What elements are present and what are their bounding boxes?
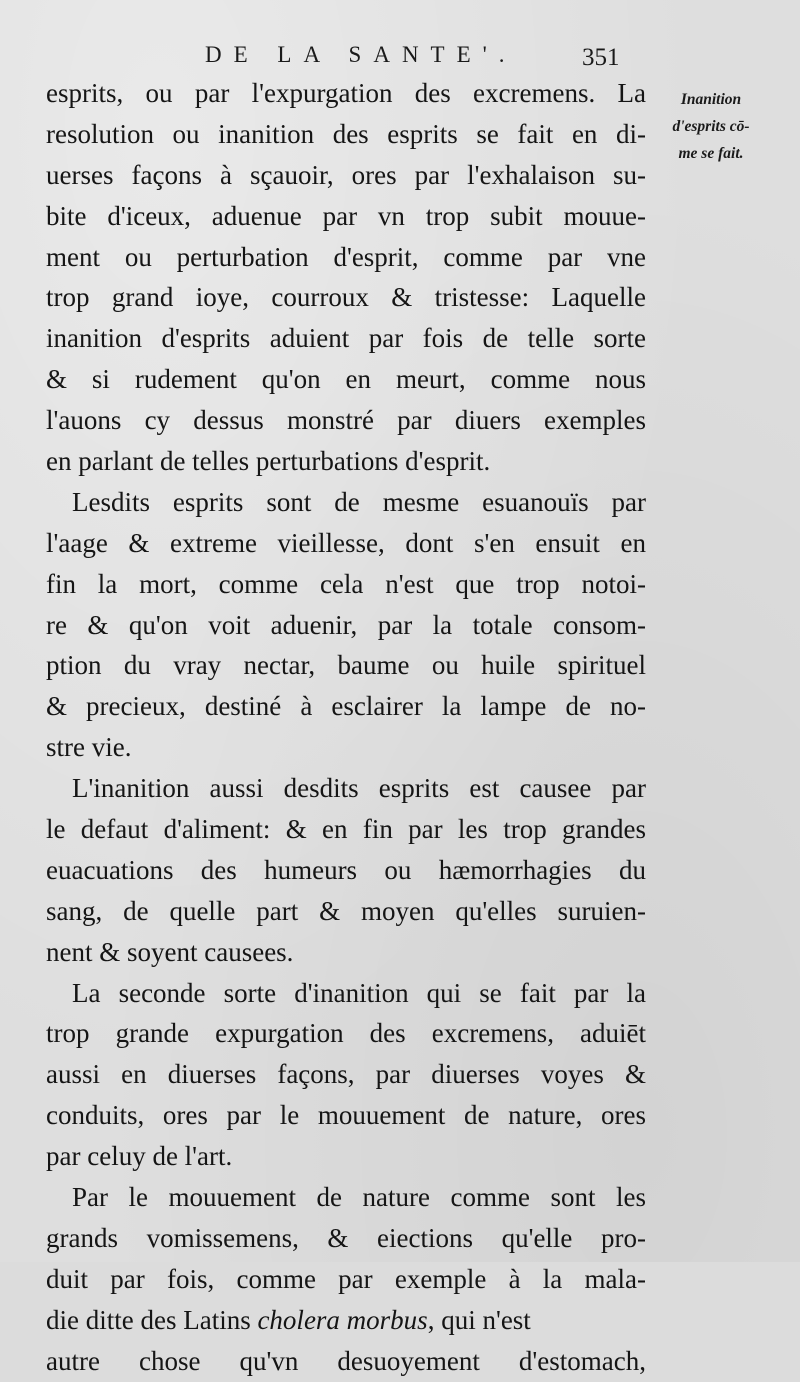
text-line: ment ou perturbation d'esprit, comme par vne [46,241,646,272]
text-line: le defaut d'aliment: & en fin par les trop grandes [46,814,646,845]
text-line: nent & soyent causees. [46,936,294,967]
text-line: l'auons cy dessus monstré par diuers exemples [46,405,646,436]
text-line: inanition d'esprits aduient par fois de telle sorte [46,323,646,354]
text-line: stre vie. [46,732,132,763]
text-line: autre chose qu'vn desuoyement d'estomach, [46,1345,646,1376]
text-line: resolution ou inanition des esprits se fait en di- [46,118,646,149]
page-number: 351 [582,44,620,71]
body-text [46,73,646,1382]
text-segment: die ditte des Latins [46,1304,251,1335]
text-line: trop grand ioye, courroux & tristesse: Laquelle [46,282,646,313]
text-line: esprits, ou par l'expurgation des excremens. La [46,78,646,108]
text-line: & si rudement qu'on en meurt, comme nous [46,364,646,395]
text-line: fin la mort, comme cela n'est que trop notoi- [46,568,646,599]
text-line: par celuy de l'art. [46,1141,233,1172]
italic-term: cholera morbus [257,1304,428,1335]
text-line: trop grande expurgation des excremens, aduiēt [46,1018,646,1049]
running-head: DE LA SANTE'. [205,42,517,67]
text-line: conduits, ores par le mouuement de nature, ores [46,1100,646,1131]
text-segment: , qui n'est [427,1304,531,1335]
margin-note-line: Inanition [680,91,742,108]
text-line: Lesdits esprits sont de mesme esuanouïs par [72,486,646,517]
text-line: uerses façons à sçauoir, ores par l'exhalaison su- [46,159,646,190]
margin-note-line: me se fait. [678,145,744,162]
text-line: La seconde sorte d'inanition qui se fait par la [72,977,646,1008]
text-line: l'aage & extreme vieillesse, dont s'en ensuit en [46,527,646,558]
text-line: euacuations des humeurs ou hæmorrhagies du [46,854,646,885]
text-line: duit par fois, comme par exemple à la mala- [46,1263,646,1294]
text-line [46,1300,646,1341]
text-line: aussi en diuerses façons, par diuerses voyes & [46,1059,646,1090]
text-line: & precieux, destiné à esclairer la lampe de no- [46,691,646,722]
text-line: re & qu'on voit aduenir, par la totale consom- [46,609,646,640]
text-line: sang, de quelle part & moyen qu'elles suruien- [46,895,646,926]
text-line: en parlant de telles perturbations d'esprit. [46,446,491,477]
margin-note [655,86,767,167]
text-line: bite d'iceux, aduenue par vn trop subit mouue- [46,200,646,231]
text-line: L'inanition aussi desdits esprits est causee par [72,773,646,804]
text-line: grands vomissemens, & eiections qu'elle pro- [46,1222,646,1253]
text-line: Par le mouuement de nature comme sont les [72,1182,646,1213]
margin-note-line: d'esprits cō- [672,118,750,135]
text-line: ption du vray nectar, baume ou huile spirituel [46,650,646,681]
